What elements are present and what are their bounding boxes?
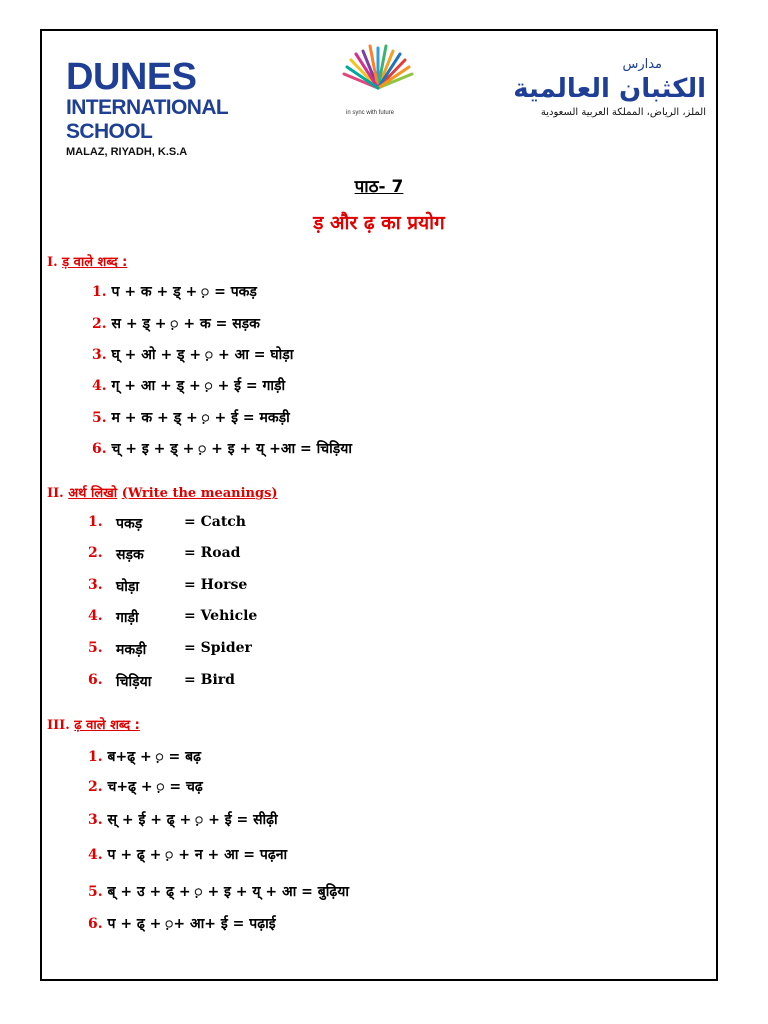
letterhead	[66, 58, 706, 158]
lesson-number: पाठ- 7	[354, 177, 404, 197]
section3-heading	[47, 715, 140, 733]
item-text: घ् + ओ + ड् + ़ + आ = घोड़ा	[111, 347, 294, 363]
item-number: 6.	[88, 916, 103, 932]
list-item	[92, 314, 260, 333]
list-item	[88, 914, 276, 933]
section2-heading	[47, 483, 278, 501]
arabic-line3: الملز، الرياض، المملكة العربية السعودية	[540, 107, 706, 118]
item-text: प + ढ् + ़+ आ+ ई = पढ़ाई	[107, 916, 276, 932]
item-number: 5.	[88, 884, 103, 900]
arabic-line2: الكثبان العالمية	[513, 74, 706, 104]
english-meaning: = Spider	[184, 640, 252, 656]
item-text: म + क + ड् + ़ + ई = मकड़ी	[111, 410, 290, 426]
item-text: ब् + उ + ढ् + ़ + इ + य् + आ = बुढ़िया	[107, 884, 350, 900]
section3-numeral: III.	[47, 718, 75, 733]
item-number: 4.	[92, 378, 107, 394]
english-meaning: = Road	[184, 545, 241, 561]
item-number: 3.	[92, 347, 107, 363]
item-text: प + ढ् + ़ + न + आ = पढ़ना	[107, 847, 288, 863]
lesson-title: ड़ और ढ़ का प्रयोग	[313, 212, 445, 234]
school-name-line2: INTERNATIONAL SCHOOL	[66, 96, 228, 143]
item-number: 1.	[88, 514, 103, 530]
item-text: स + ड् + ़ + क = सड़क	[111, 316, 260, 332]
list-item	[88, 777, 203, 796]
list-item	[88, 810, 278, 829]
section3-label: ढ़ वाले शब्द :	[74, 718, 140, 733]
section1-heading	[47, 252, 127, 270]
item-number: 4.	[88, 608, 103, 624]
list-item	[92, 345, 293, 364]
item-text: च् + इ + ड् + ़ + इ + य् +आ = चिड़िया	[111, 441, 352, 457]
section1-numeral: I.	[47, 255, 63, 270]
school-name-line1: DUNES	[66, 56, 197, 98]
school-logo-english	[66, 58, 286, 160]
item-number: 3.	[88, 577, 103, 593]
item-text: ब+ढ् + ़ = बढ़	[107, 749, 202, 765]
item-text: ग् + आ + ड् + ़ + ई = गाड़ी	[111, 378, 286, 394]
item-text: च+ढ् + ़ = चढ़	[107, 779, 203, 795]
item-number: 3.	[88, 812, 103, 828]
list-item	[92, 439, 352, 458]
section1-label: ड़ वाले शब्द :	[62, 255, 128, 270]
section2-label-english: (Write the meanings)	[121, 486, 278, 501]
item-number: 2.	[88, 779, 103, 795]
hindi-word: घोड़ा	[116, 579, 140, 595]
section2-label: अर्थ लिखो	[68, 486, 118, 501]
list-item	[92, 408, 290, 427]
item-text: प + क + ड् + ़ = पकड़	[111, 284, 257, 300]
item-number: 5.	[92, 410, 107, 426]
item-number: 1.	[88, 749, 103, 765]
hindi-word: सड़क	[116, 547, 144, 563]
list-item	[88, 747, 201, 766]
list-item	[88, 845, 287, 864]
hindi-word: गाड़ी	[116, 610, 139, 626]
item-number: 1.	[92, 284, 107, 300]
starburst-logo-graphic	[338, 40, 418, 110]
hindi-word: चिड़िया	[116, 674, 152, 690]
page-border	[40, 29, 718, 981]
school-logo-arabic	[486, 58, 706, 120]
school-address: MALAZ, RIYADH, K.S.A	[66, 146, 188, 158]
hindi-word: पकड़	[116, 516, 143, 532]
item-number: 2.	[88, 545, 103, 561]
item-number: 6.	[92, 441, 107, 457]
item-number: 6.	[88, 672, 103, 688]
arabic-line1: مدارس	[622, 57, 662, 72]
list-item	[92, 376, 285, 395]
hindi-word: मकड़ी	[116, 642, 147, 658]
starburst-emblem-icon	[338, 40, 418, 130]
item-number: 5.	[88, 640, 103, 656]
item-number: 2.	[92, 316, 107, 332]
section2-numeral: II.	[47, 486, 69, 501]
english-meaning: = Catch	[184, 514, 246, 530]
english-meaning: = Horse	[184, 577, 248, 593]
item-text: स् + ई + ढ् + ़ + ई = सीढ़ी	[107, 812, 278, 828]
english-meaning: = Bird	[184, 672, 235, 688]
item-number: 4.	[88, 847, 103, 863]
list-item	[88, 882, 349, 901]
english-meaning: = Vehicle	[184, 608, 258, 624]
emblem-tagline: in sync with future	[346, 110, 395, 116]
list-item	[92, 282, 257, 301]
